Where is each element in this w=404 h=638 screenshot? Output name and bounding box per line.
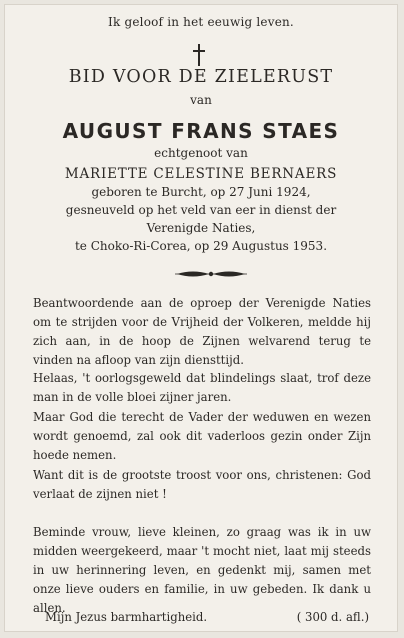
paragraph-call-to-arms: Beantwoordende aan de oproep der Verenigde Naties om te strijden voor de Vrijheid der Volkeren, meldde hij zich aan, in de hoop de Zijnen welvarend terug te vinden na afloop van zijn diensttijd. [33,296,371,367]
spouse-prefix: echtgenoot van [154,146,248,160]
footer [45,610,369,624]
deceased-name: AUGUST FRANS STAES [62,119,340,143]
service-line: Verenigde Naties, [146,221,256,235]
faith-line: Ik geloof in het eeuwig leven. [108,15,294,29]
birth-line: geboren te Burcht, op 27 Juni 1924, [91,185,311,199]
indulgence-note: ( 300 d. afl.) [296,610,369,624]
paragraph-god-father: Maar God die terecht de Vader der weduwen en wezen wordt genoemd, zal ook dit vaderloos gezin onder Zijn hoede nemen. [33,410,371,462]
memorial-card [4,4,398,632]
spouse-name: MARIETTE CELESTINE BERNAERS [64,166,338,182]
paragraph-consolation: Want dit is de grootste troost voor ons, christenen: God verlaat de zijnen niet ! [33,468,371,501]
prayer-title: BID VOOR DE ZIELERUST [68,67,334,87]
latin-cross-icon [192,44,206,66]
van-line: van [190,93,212,107]
fallen-line: gesneuveld op het veld van eer in dienst der [65,203,337,217]
paragraph-farewell: Beminde vrouw, lieve kleinen, zo graag was ik in uw midden weergekeerd, maar 't mocht niet, laat mij steeds in uw herinnering leven, en gedenkt mij, samen met onze lieve ouders en familie, in uw gebeden. Ik dank u allen. [33,525,371,615]
closing-prayer: Mijn Jezus barmhartigheid. [45,610,208,624]
paragraph-war-violence: Helaas, 't oorlogsgeweld dat blindelings slaat, trof deze man in de volle bloei zijner jaren. [33,371,371,404]
ornamental-divider-icon [175,269,247,279]
death-place-line: te Choko-Ri-Corea, op 29 Augustus 1953. [74,239,328,253]
